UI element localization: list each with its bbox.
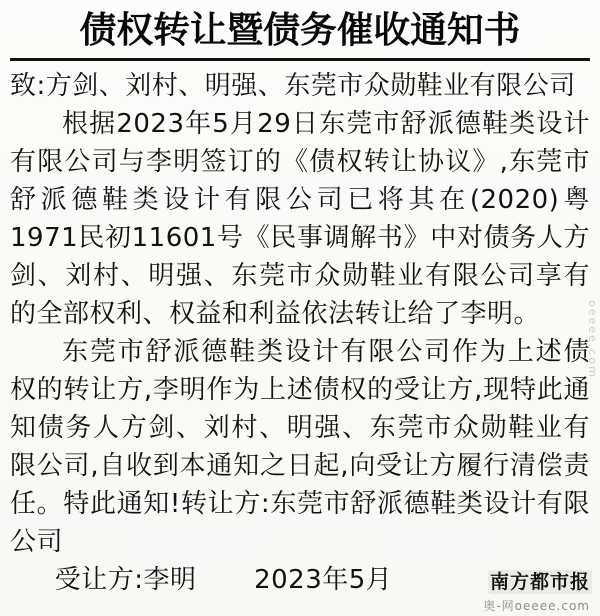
side-watermark: oeeee.com: [586, 300, 599, 379]
paragraph-1: 根据2023年5月29日东莞市舒派德鞋类设计有限公司与李明签订的《债权转让协议》,东莞市舒派德鞋类设计有限公司已将其在(2020)粤1971民初11601号《民事调解书》中对债务人方剑、刘村、明强、东莞市众勋鞋业有限公司享有的全部权利、权益和利益依法转让给了李明。: [10, 109, 590, 329]
assignee-label: 受让方:李明: [54, 565, 197, 595]
notice-body: [10, 67, 590, 599]
addressee-line: 致:方剑、刘村、明强、东莞市众勋鞋业有限公司: [10, 71, 576, 101]
watermark-text: 奥-网oeeee.com: [483, 599, 590, 613]
title-divider: [10, 58, 590, 61]
page-title: 债权转让暨债务催收通知书: [79, 10, 521, 51]
publisher-logo: 南方都市报: [489, 571, 590, 593]
signature-date: 2023年5月: [254, 565, 393, 595]
paragraph-2: 东莞市舒派德鞋类设计有限公司作为上述债权的转让方,李明作为上述债权的受让方,现特此通知债务人方剑、刘村、明强、东莞市众勋鞋业有限公司,自收到本通知之日起,向受让方履行清偿责任。特此通知!转让方:东莞市舒派德鞋类设计有限公司: [10, 337, 590, 557]
